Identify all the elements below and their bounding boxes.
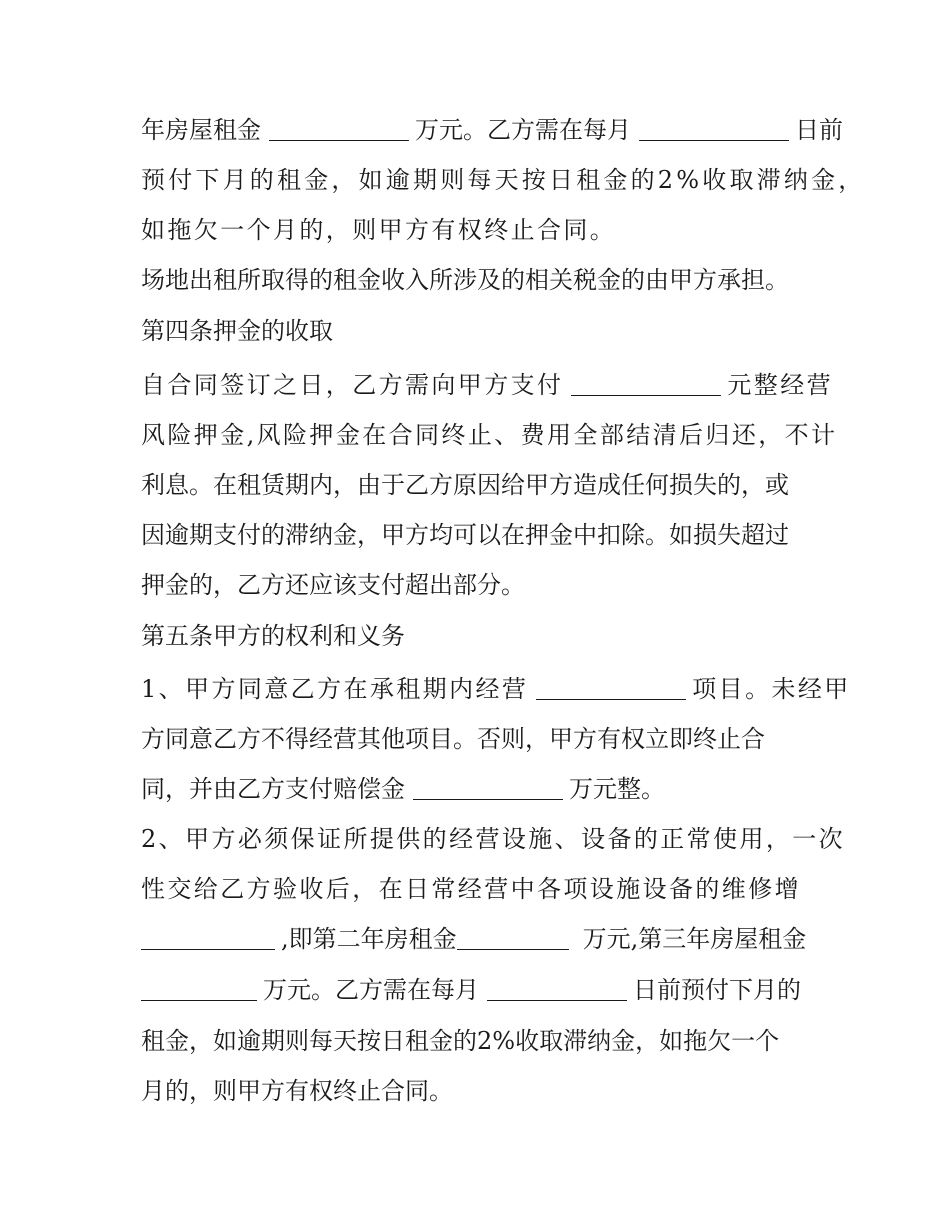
line-6-segment-b: 元整经营 [727, 371, 834, 399]
line-12-segment-a: 1、甲方同意乙方在承租期内经营 [141, 675, 529, 703]
line-6-segment-a: 自合同签订之日，乙方需向甲方支付 [141, 371, 564, 399]
text-line-4: 场地出租所取得的租金收入所涉及的相关税金的由甲方承担。 [141, 266, 789, 294]
line-1-segment-b: 万元。乙方需在每月 [415, 116, 631, 144]
line-14-segment-b: 万元整。 [569, 775, 665, 803]
text-line-16: 性交给乙方验收后，在日常经营中各项设施设备的维修增 [141, 875, 801, 903]
line-12-segment-b: 项目。未经甲 [692, 675, 851, 703]
fill-blank-annual-rent[interactable] [269, 116, 409, 141]
fill-blank-maintenance[interactable] [141, 925, 275, 950]
section-heading-deposit: 第四条押金的收取 [141, 317, 333, 345]
line-14-segment-a: 同，并由乙方支付赔偿金 [141, 775, 405, 803]
fill-blank-payment-day[interactable] [639, 116, 789, 141]
section-heading-party-a-rights: 第五条甲方的权利和义务 [141, 622, 405, 650]
line-1-segment-c: 日前 [795, 116, 843, 144]
text-line-1 [141, 108, 843, 152]
fill-blank-business-item[interactable] [536, 675, 686, 700]
text-line-2: 预付下月的租金，如逾期则每天按日租金的2%收取滞纳金， [141, 166, 866, 194]
text-line-9: 因逾期支付的滞纳金，甲方均可以在押金中扣除。如损失超过 [141, 521, 789, 549]
text-line-18 [141, 968, 801, 1012]
line-17-segment-b: ,即第二年房租金 [281, 925, 457, 953]
text-line-7: 风险押金,风险押金在合同终止、费用全部结清后归还，不计 [141, 421, 838, 449]
fill-blank-second-year-rent[interactable] [457, 925, 569, 950]
text-line-10: 押金的，乙方还应该支付超出部分。 [141, 571, 525, 599]
fill-blank-payment-day-2[interactable] [487, 976, 627, 1001]
fill-blank-deposit-amount[interactable] [571, 371, 721, 396]
text-line-20: 月的，则甲方有权终止合同。 [141, 1077, 453, 1105]
text-line-12 [141, 667, 851, 711]
line-1-segment-a: 年房屋租金 [141, 116, 261, 144]
line-18-segment-c: 日前预付下月的 [633, 976, 801, 1004]
text-line-19: 租金，如逾期则每天按日租金的2%收取滞纳金，如拖欠一个 [141, 1027, 780, 1055]
line-17-segment-c: 万元,第三年房屋租金 [582, 925, 807, 953]
fill-blank-compensation[interactable] [413, 775, 563, 800]
fill-blank-third-year-rent[interactable] [141, 976, 257, 1001]
text-line-6 [141, 363, 833, 407]
text-line-8: 利息。在租赁期内，由于乙方原因给甲方造成任何损失的，或 [141, 471, 789, 499]
text-line-14 [141, 767, 665, 811]
text-line-15: 2、甲方必须保证所提供的经营设施、设备的正常使用，一次 [141, 825, 846, 853]
line-18-segment-b: 万元。乙方需在每月 [263, 976, 479, 1004]
text-line-3: 如拖欠一个月的，则甲方有权终止合同。 [141, 216, 617, 244]
text-line-13: 方同意乙方不得经营其他项目。否则，甲方有权立即终止合 [141, 725, 765, 753]
text-line-17 [141, 917, 806, 961]
